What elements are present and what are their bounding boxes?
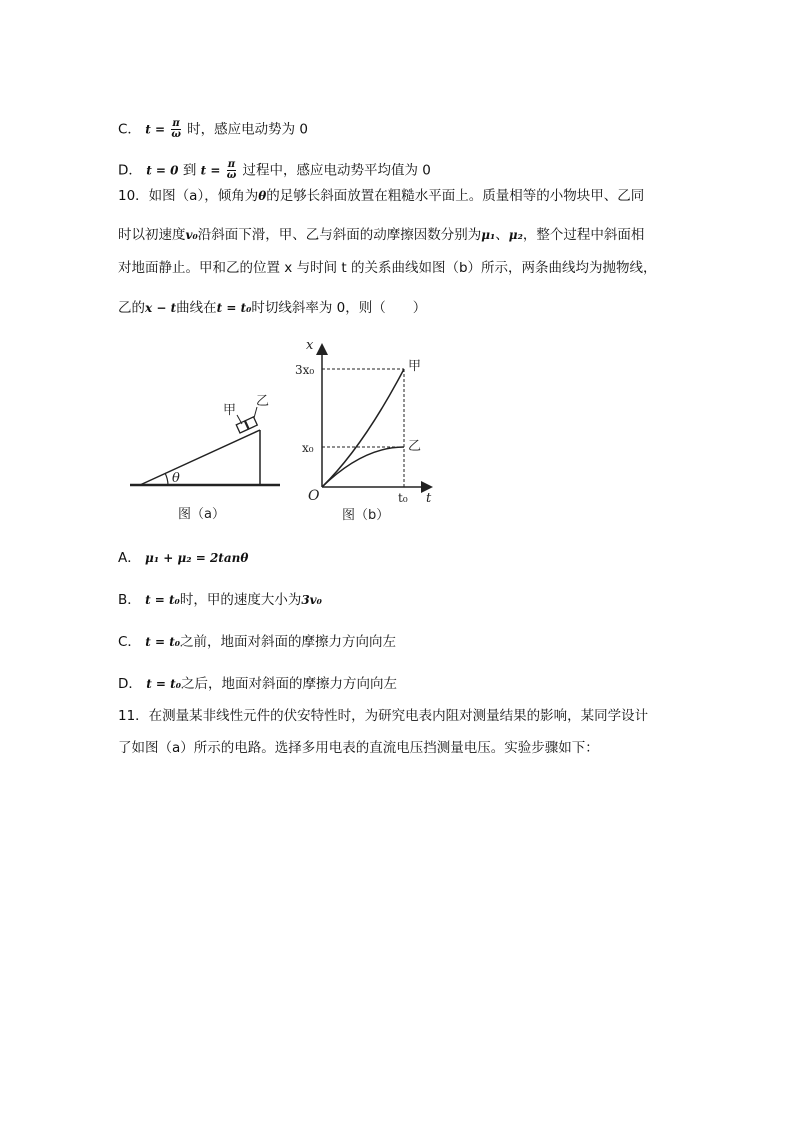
q10-option-a [118,548,248,568]
q10-text: 对地面静止。甲和乙的位置 x 与时间 t 的关系曲线如图（b）所示，两条曲线均为抛物线， [118,260,657,276]
math-mu1: μ₁ [481,228,496,242]
fraction-numerator: π [172,118,180,129]
option-c-prev [118,119,308,140]
q10-line-4 [118,298,426,318]
label-theta: θ [172,471,180,486]
math-theta: θ [258,189,267,203]
q10-text: ，整个过程中斜面相 [522,227,645,243]
option-text: 时，甲的速度大小为 [179,592,302,608]
q10-text: 10．如图（a），倾角为 [118,188,259,204]
fraction-denominator: ω [226,170,237,181]
option-label: D． [118,162,142,179]
option-label: D． [118,676,142,692]
option-text: 之后，地面对斜面的摩擦力方向向左 [180,676,397,692]
label-jia: 甲 [223,403,237,418]
axis-label-x: x [306,338,314,353]
q10-text: 曲线在 [176,300,217,316]
q11-line-2 [118,738,599,758]
origin-label: O [308,488,320,504]
fraction-pi-over-omega [171,119,181,140]
label-yi: 乙 [256,394,270,409]
q10-text: 时以初速度 [118,227,186,243]
figure-b-xt-graph [292,332,452,530]
math-t-eq-0: t = 0 [146,163,179,178]
angle-arc [165,473,168,485]
axis-label-t: t [426,491,432,506]
math-t-eq: t = [200,163,221,178]
curve-yi [322,447,404,487]
option-text: 之前，地面对斜面的摩擦力方向向左 [180,634,396,650]
q10-text: 、 [495,227,509,243]
math-3v0: 3v₀ [301,593,322,607]
math-t-eq-t0: t = t₀ [145,593,180,607]
fraction-denominator: ω [171,129,181,140]
math-t-eq: t = [145,122,166,137]
q11-line-1 [118,706,648,726]
incline-surface [140,430,260,485]
math-t-eq-t0: t = t₀ [146,677,181,691]
math-x-t: x − t [145,301,177,315]
option-label: C． [118,634,141,650]
fraction-numerator: π [227,159,236,170]
q10-option-b [118,590,322,610]
caption-a: 图（a） [178,507,225,522]
q10-text: 时切线斜率为 0，则（ ） [251,300,427,316]
caption-b: 图（b） [342,508,390,523]
option-label: A． [118,550,141,566]
q11-text: 了如图（a）所示的电路。选择多用电表的直流电压挡测量电压。实验步骤如下： [118,740,599,756]
q10-option-c [118,632,396,652]
q10-line-2 [118,225,644,245]
math-v0: v₀ [185,228,198,242]
tick-label-t0: t₀ [398,491,408,505]
q10-text: 乙的 [118,300,145,316]
option-text: 时，感应电动势为 0 [187,121,309,138]
tick-label-x0: x₀ [302,441,314,455]
option-label: C． [118,121,141,138]
option-d-prev [118,160,431,181]
q10-line-3 [118,258,657,278]
math-mu2: μ₂ [508,228,523,242]
figure-a-incline [120,330,290,530]
q11-text: 11．在测量某非线性元件的伏安特性时，为研究电表内阻对测量结果的影响，某同学设计 [118,708,649,724]
curve-label-yi: 乙 [408,439,422,454]
option-text: 过程中，感应电动势平均值为 0 [242,162,431,179]
fraction-pi-over-omega [227,160,237,181]
option-text-mid: 到 [182,162,197,179]
option-label: B． [118,592,141,608]
math-t-eq-t0: t = t₀ [216,301,252,315]
math-mu-sum: μ₁ + μ₂ = 2tanθ [145,551,249,565]
curve-jia [322,369,404,487]
q10-line-1 [118,186,644,206]
q10-option-d [118,674,397,694]
tick-label-3x0: 3x₀ [295,363,315,377]
q10-text: 的足够长斜面放置在粗糙水平面上。质量相等的小物块甲、乙同 [266,188,645,204]
q10-text: 沿斜面下滑，甲、乙与斜面的动摩擦因数分别为 [197,227,482,243]
math-t-eq-t0: t = t₀ [145,635,180,649]
curve-label-jia: 甲 [408,359,422,374]
